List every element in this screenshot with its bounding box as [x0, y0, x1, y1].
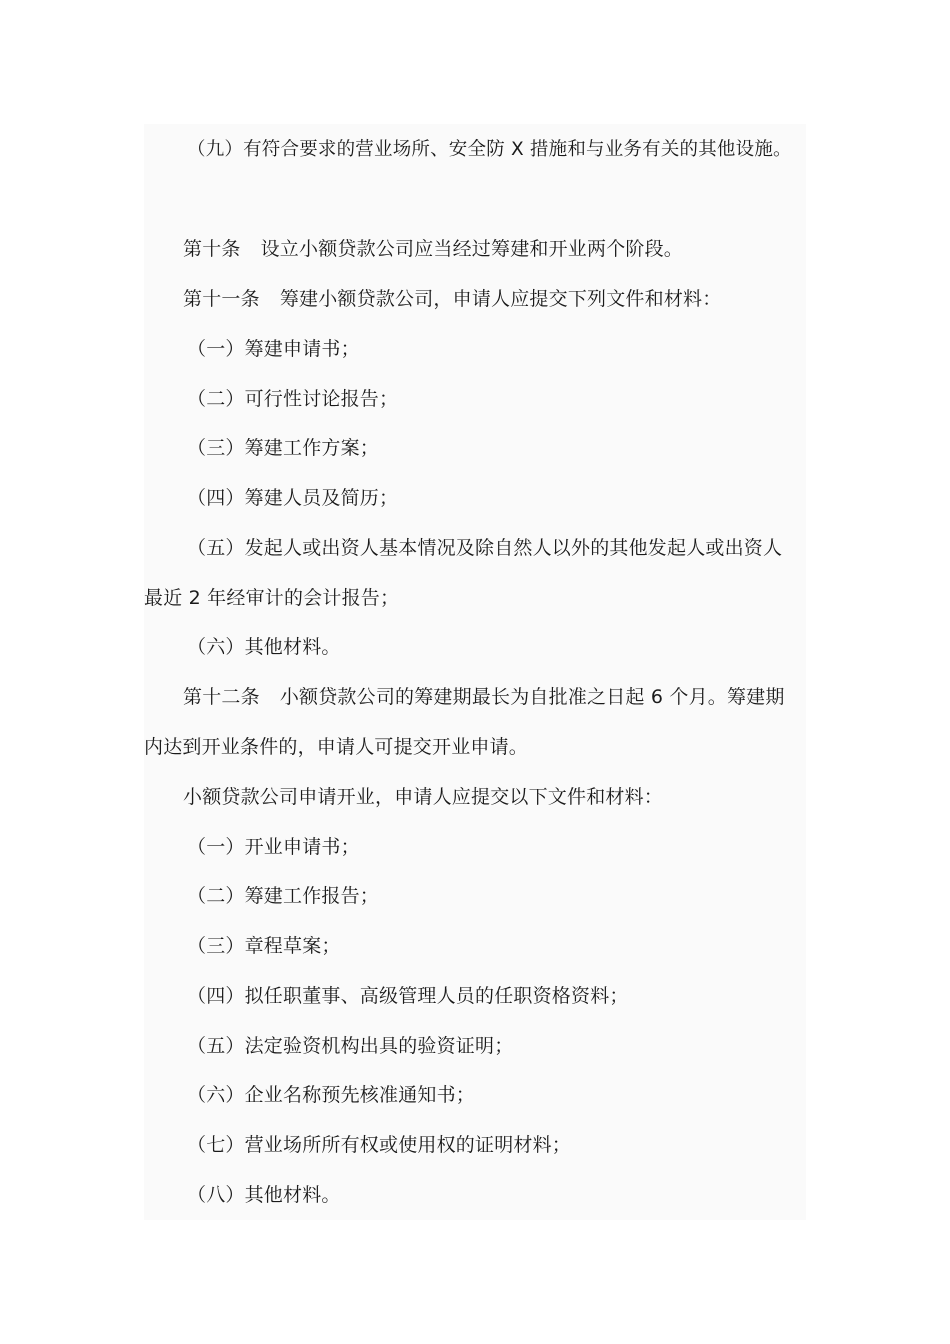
- paragraph: [183, 784, 663, 810]
- article-12: [183, 684, 785, 710]
- line-text: （三）筹建工作方案；: [187, 437, 380, 459]
- continuation-line: [144, 734, 528, 760]
- list-item: [187, 435, 379, 461]
- list-item: [187, 883, 379, 909]
- list-item: [187, 834, 360, 860]
- line-text: （五）发起人或出资人基本情况及除自然人以外的其他发起人或出资人: [187, 537, 783, 559]
- document-text-block: [144, 124, 806, 1220]
- list-item: [187, 485, 398, 511]
- article-text: 设立小额贷款公司应当经过筹建和开业两个阶段。: [260, 238, 684, 260]
- list-item: [187, 634, 341, 660]
- list-item: [187, 983, 629, 1009]
- continuation-line: [144, 585, 399, 611]
- list-item: [187, 1182, 341, 1208]
- article-label: 第十二条: [183, 686, 260, 708]
- list-item: [187, 1033, 513, 1059]
- line-text: （一）开业申请书；: [187, 836, 360, 858]
- list-item: [187, 336, 360, 362]
- article-label: 第十条: [183, 238, 241, 260]
- line-text: （一）筹建申请书；: [187, 338, 360, 360]
- line-text: （九）有符合要求的营业场所、安全防 X 措施和与业务有关的其他设施。: [187, 139, 792, 160]
- line-text: （八）其他材料。: [187, 1184, 341, 1206]
- list-item: [187, 933, 341, 959]
- line-text: （四）拟任职董事、高级管理人员的任职资格资料；: [187, 985, 629, 1007]
- line-text: 小额贷款公司申请开业，申请人应提交以下文件和材料：: [183, 786, 664, 808]
- list-item-9-facilities: [187, 137, 792, 163]
- article-11: [183, 286, 721, 312]
- list-item: [187, 386, 398, 412]
- line-text: （二）可行性讨论报告；: [187, 388, 399, 410]
- article-label: 第十一条: [183, 288, 260, 310]
- article-10: [183, 236, 683, 262]
- list-item: [187, 535, 782, 561]
- line-text: （六）其他材料。: [187, 636, 341, 658]
- line-text: （二）筹建工作报告；: [187, 885, 380, 907]
- line-text: （七）营业场所所有权或使用权的证明材料；: [187, 1134, 572, 1156]
- line-text: （六）企业名称预先核准通知书；: [187, 1084, 476, 1106]
- line-text: （三）章程草案；: [187, 935, 341, 957]
- line-text: （五）法定验资机构出具的验资证明；: [187, 1035, 514, 1057]
- list-item: [187, 1082, 475, 1108]
- line-text: （四）筹建人员及简历；: [187, 487, 399, 509]
- list-item: [187, 1132, 571, 1158]
- line-text: 最近 2 年经审计的会计报告；: [144, 587, 400, 609]
- line-text: 内达到开业条件的，申请人可提交开业申请。: [144, 736, 529, 758]
- article-text: 小额贷款公司的筹建期最长为自批准之日起 6 个月。筹建期: [279, 686, 785, 708]
- article-text: 筹建小额贷款公司，申请人应提交下列文件和材料：: [279, 288, 722, 310]
